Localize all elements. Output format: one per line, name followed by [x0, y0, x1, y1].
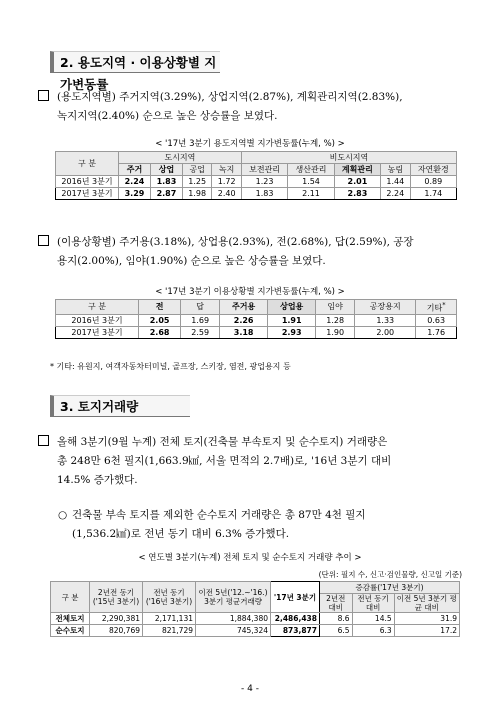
table-header: '17년 3분기 — [271, 582, 320, 613]
table-cell: 820,769 — [90, 625, 143, 637]
paragraph-line: 올해 3분기(9월 누계) 전체 토지(건축물 부속토지 및 순수토지) 거래량은 — [57, 436, 388, 448]
table-cell: 2.93 — [268, 326, 316, 338]
table-row — [56, 176, 457, 188]
paragraph-land-use-zone — [38, 88, 458, 126]
paragraph-line: (이용상황별) 주거용(3.18%), 상업용(2.93%), 전(2.68%), 답(2.59%), 공장 — [57, 236, 414, 248]
table-header: 구 분 — [56, 300, 139, 315]
table-cell: 1.83 — [150, 176, 182, 188]
table-cell: 2.26 — [220, 314, 268, 326]
table-cell: 2.40 — [212, 188, 241, 200]
table-cell: 2017년 3분기 — [56, 188, 119, 200]
table-2-caption: < '17년 3분기 이용상황별 지가변동률(누계, %) > — [155, 287, 345, 297]
table-header: 도시지역 — [119, 152, 242, 164]
table-row — [56, 188, 457, 200]
table-header-text: 기타 — [426, 303, 443, 313]
table-cell: 3.18 — [220, 326, 268, 338]
table-cell: 2.05 — [139, 314, 181, 326]
table-cell: 2,290,381 — [90, 613, 143, 625]
table-cell: 2,171,131 — [143, 613, 196, 625]
table-header: 보전관리 — [241, 164, 287, 176]
table-cell: 6.5 — [320, 625, 353, 637]
table-cell: 1.74 — [410, 188, 456, 200]
table-cell: 14.5 — [352, 613, 394, 625]
table-cell: 1.72 — [212, 176, 241, 188]
table-cell: 2.59 — [181, 326, 220, 338]
table-header: 답 — [181, 300, 220, 315]
paragraph-line: 녹지지역(2.40%) 순으로 높은 상승률을 보였다. — [57, 110, 278, 122]
paragraph-line: 총 248만 6천 필지(1,663.9㎢, 서울 면적의 2.7배)로, '16년 3분기 대비 — [57, 455, 392, 467]
table-cell: 1,884,380 — [196, 613, 271, 625]
table-header: 이전 5년('12.~'16.) 3분기 평균거래량 — [196, 582, 271, 613]
table-cell: 2.11 — [288, 188, 334, 200]
table-transactions — [50, 581, 460, 637]
table-cell: 1.54 — [288, 176, 334, 188]
paragraph-line: (용도지역별) 주거지역(3.29%), 상업지역(2.87%), 계획관리지역(2.83%), — [57, 91, 403, 103]
table-cell: 1.44 — [381, 176, 410, 188]
table-cell: 2.83 — [334, 188, 380, 200]
table-3-unit: (단위: 필지 수, 신고·검인물량, 신고일 기준) — [318, 570, 462, 579]
table-cell: 8.6 — [320, 613, 353, 625]
table-cell: 2.68 — [139, 326, 181, 338]
table-header: 전년 동기 ('16년 3분기) — [143, 582, 196, 613]
table-header: 구 분 — [56, 152, 119, 176]
paragraph-line: 건축물 부속 토지를 제외한 순수토지 거래량은 총 87만 4천 필지 — [72, 509, 366, 521]
table-cell: 1.33 — [355, 314, 416, 326]
table-cell: 2.01 — [334, 176, 380, 188]
table-header: 2년전 대비 — [320, 594, 353, 613]
table-cell: 2,486,438 — [271, 613, 320, 625]
table-cell: 1.83 — [241, 188, 287, 200]
table-cell: 1.28 — [316, 314, 355, 326]
table-2-footnote: * 기타: 유원지, 여객자동차터미널, 골프장, 스키장, 염전, 광업용지 등 — [50, 362, 291, 371]
section-3-title: 3. 토지거래량 — [60, 399, 139, 414]
table-header: 생산관리 — [288, 164, 334, 176]
table-row — [51, 613, 460, 625]
table-header: 2년전 동기 ('15년 3분기) — [90, 582, 143, 613]
table-header: 주거용 — [220, 300, 268, 315]
table-cell: 1.91 — [268, 314, 316, 326]
table-header: 이전 5년 3분기 평균 대비 — [394, 594, 459, 613]
table-cell: 1.69 — [181, 314, 220, 326]
table-cell: 1.25 — [182, 176, 211, 188]
paragraph-line: (1,536.2㎢)로 전년 동기 대비 6.3% 증가했다. — [72, 528, 290, 540]
square-bullet-icon — [38, 435, 49, 446]
table-cell: 2.24 — [119, 176, 151, 188]
table-3-caption: < 연도별 3분기(누계) 전체 토지 및 순수토지 거래량 추이 > — [138, 553, 362, 563]
table-cell: 1.76 — [416, 326, 457, 338]
table-header: 구 분 — [51, 582, 90, 613]
table-cell: 6.3 — [352, 625, 394, 637]
table-usage-rates — [55, 299, 457, 339]
table-cell: 0.89 — [410, 176, 456, 188]
square-bullet-icon — [38, 90, 49, 101]
table-cell: 2.87 — [150, 188, 182, 200]
table-header: 농림 — [381, 164, 410, 176]
table-header: 공장용지 — [355, 300, 416, 315]
table-cell: 2.24 — [381, 188, 410, 200]
table-row — [51, 625, 460, 637]
table-header: 기타* — [416, 300, 457, 315]
table-row — [56, 314, 457, 326]
table-1-caption: < '17년 3분기 용도지역별 지가변동률(누계, %) > — [155, 139, 345, 149]
table-header: 전 — [139, 300, 181, 315]
table-header: 공업 — [182, 164, 211, 176]
table-cell: 1.23 — [241, 176, 287, 188]
table-header: 비도시지역 — [241, 152, 456, 164]
table-header: 임야 — [316, 300, 355, 315]
table-cell: 1.90 — [316, 326, 355, 338]
paragraph-land-transactions — [38, 433, 458, 490]
table-cell: 2.00 — [355, 326, 416, 338]
table-header: 상업용 — [268, 300, 316, 315]
table-cell: 0.63 — [416, 314, 457, 326]
table-header: 자연환경 — [410, 164, 456, 176]
table-cell: 31.9 — [394, 613, 459, 625]
table-header: 증감률('17년 3분기) — [320, 582, 460, 594]
table-cell: 3.29 — [119, 188, 151, 200]
table-cell: 전체토지 — [51, 613, 90, 625]
section-3-heading — [50, 395, 190, 417]
paragraph-line: 용지(2.00%), 임야(1.90%) 순으로 높은 상승률을 보였다. — [57, 255, 326, 267]
section-2-heading — [50, 51, 220, 92]
square-bullet-icon — [38, 235, 49, 246]
table-cell: 17.2 — [394, 625, 459, 637]
table-cell: 821,729 — [143, 625, 196, 637]
paragraph-usage-type — [38, 233, 458, 271]
table-header: 계획관리 — [334, 164, 380, 176]
paragraph-pure-land — [58, 506, 458, 544]
table-header: 전년 동기 대비 — [352, 594, 394, 613]
circle-bullet-icon: ○ — [58, 509, 68, 521]
paragraph-line: 14.5% 증가했다. — [57, 474, 138, 486]
table-header: 녹지 — [212, 164, 241, 176]
table-header: 상업 — [150, 164, 182, 176]
page-number: - 4 - — [241, 684, 259, 694]
table-cell: 2016년 3분기 — [56, 176, 119, 188]
table-header: 주거 — [119, 164, 151, 176]
table-cell: 순수토지 — [51, 625, 90, 637]
table-cell: 2017년 3분기 — [56, 326, 139, 338]
table-cell: 1.98 — [182, 188, 211, 200]
table-cell: 2016년 3분기 — [56, 314, 139, 326]
table-cell: 873,877 — [271, 625, 320, 637]
table-cell: 745,324 — [196, 625, 271, 637]
table-zone-rates — [55, 151, 457, 200]
table-row — [56, 326, 457, 338]
section-2-title: 2. 용도지역 · 이용상황별 지가변동률 — [60, 55, 217, 92]
